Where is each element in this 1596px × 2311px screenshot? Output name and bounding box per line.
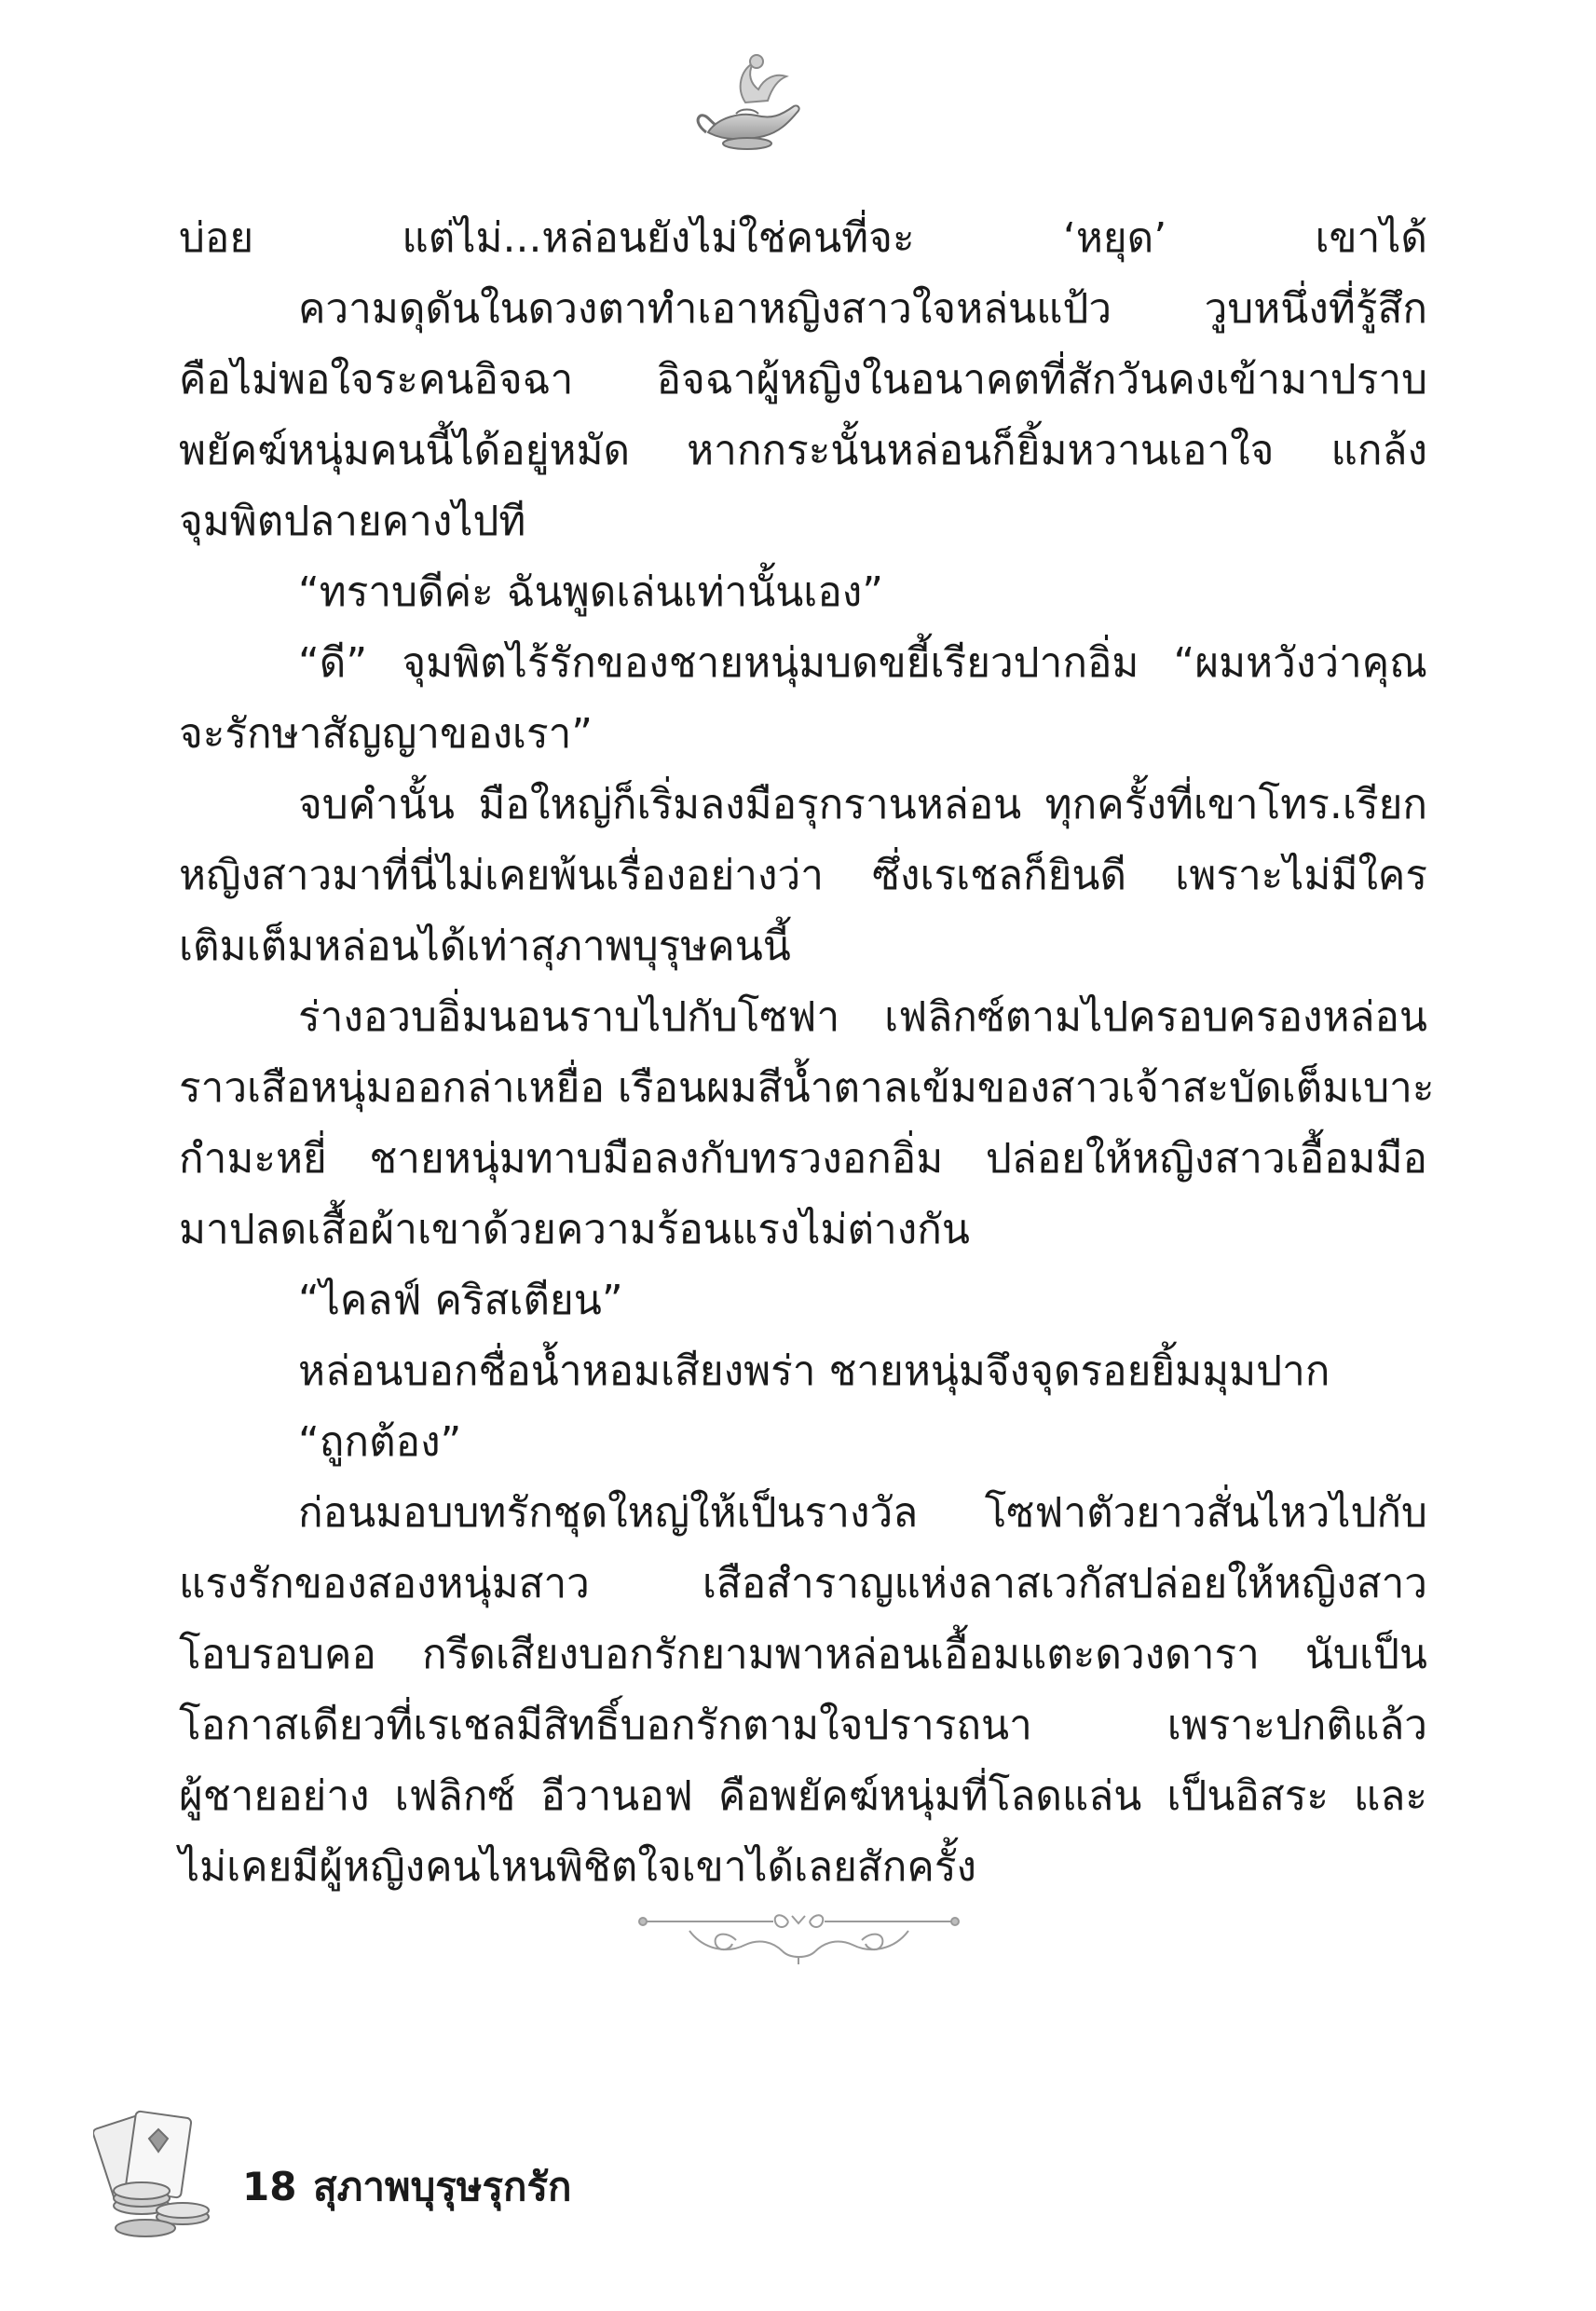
- book-title: สุภาพบุรุษรุกรัก: [313, 2164, 572, 2209]
- paragraph-line: จุมพิตปลายคางไปที: [179, 498, 526, 545]
- paragraph-line: จะรักษาสัญญาของเรา”: [179, 710, 593, 758]
- page-number: 18: [242, 2164, 297, 2209]
- paragraph-line: ผู้ชายอย่าง เฟลิกซ์ อีวานอฟ คือพยัคฆ์หนุ่มที่โลดแล่น เป็นอิสระ และ: [179, 1772, 1427, 1820]
- paragraph-line: “ไคลฟ์ คริสเตียน”: [298, 1277, 623, 1324]
- paragraph-line: คือไม่พอใจระคนอิจฉา อิจฉาผู้หญิงในอนาคตที่สักวันคงเข้ามาปราบ: [179, 356, 1427, 403]
- paragraph-line: แรงรักของสองหนุ่มสาว เสือสำราญแห่งลาสเวกัสปล่อยให้หญิงสาว: [179, 1560, 1427, 1607]
- paragraph-line: “ดี” จุมพิตไร้รักของชายหนุ่มบดขยี้เรียวปากอิ่ม “ผมหวังว่าคุณ: [298, 639, 1427, 687]
- paragraph-line: เติมเต็มหล่อนได้เท่าสุภาพบุรุษคนนี้: [179, 923, 791, 970]
- paragraph-line: ราวเสือหนุ่มออกล่าเหยื่อ เรือนผมสีน้ำตาลเข้มของสาวเจ้าสะบัดเต็มเบาะ: [179, 1064, 1435, 1112]
- paragraph-line: ไม่เคยมีผู้หญิงคนไหนพิชิตใจเขาได้เลยสักครั้ง: [179, 1843, 976, 1891]
- paragraph-line: กำมะหยี่ ชายหนุ่มทาบมือลงกับทรวงอกอิ่ม ปล่อยให้หญิงสาวเอื้อมมือ: [179, 1135, 1427, 1183]
- paragraph-line: “ถูกต้อง”: [298, 1418, 462, 1466]
- page-footer: [93, 2101, 745, 2241]
- paragraph-line: โอบรอบคอ กรีดเสียงบอกรักยามพาหล่อนเอื้อมแตะดวงดารา นับเป็น: [179, 1631, 1427, 1678]
- playing-cards-and-chips-icon: [93, 2101, 224, 2241]
- paragraph-line: มาปลดเสื้อผ้าเขาด้วยความร้อนแรงไม่ต่างกัน: [179, 1206, 970, 1253]
- paragraph-line: จบคำนั้น มือใหญ่ก็เริ่มลงมือรุกรานหล่อน ทุกครั้งที่เขาโทร.เรียก: [298, 781, 1427, 828]
- paragraph-line: หญิงสาวมาที่นี่ไม่เคยพ้นเรื่องอย่างว่า ซึ่งเรเชลก็ยินดี เพราะไม่มีใคร: [179, 852, 1427, 899]
- body-text: [179, 203, 1435, 1903]
- paragraph-line: “ทราบดีค่ะ ฉันพูดเล่นเท่านั้นเอง”: [298, 568, 884, 616]
- paragraph-line: หล่อนบอกชื่อน้ำหอมเสียงพร่า ชายหนุ่มจึงจุดรอยยิ้มมุมปาก: [298, 1347, 1330, 1395]
- flourish-divider-icon: [634, 1903, 964, 1968]
- genie-lamp-icon: [689, 47, 811, 163]
- paragraph-line: พยัคฆ์หนุ่มคนนี้ได้อยู่หมัด หากกระนั้นหล่อนก็ยิ้มหวานเอาใจ แกล้ง: [179, 427, 1427, 474]
- paragraph-line: ก่อนมอบบทรักชุดใหญ่ให้เป็นรางวัล โซฟาตัวยาวสั่นไหวไปกับ: [298, 1489, 1427, 1537]
- paragraph-line: บ่อย แต่ไม่...หล่อนยังไม่ใช่คนที่จะ ‘หยุด’ เขาได้: [179, 214, 1427, 262]
- paragraph-line: ร่างอวบอิ่มนอนราบไปกับโซฟา เฟลิกซ์ตามไปครอบครองหล่อน: [298, 993, 1427, 1041]
- paragraph-line: โอกาสเดียวที่เรเชลมีสิทธิ์บอกรักตามใจปรารถนา เพราะปกติแล้ว: [179, 1702, 1427, 1749]
- paragraph-line: ความดุดันในดวงตาทำเอาหญิงสาวใจหล่นแป้ว วูบหนึ่งที่รู้สึก: [298, 285, 1427, 333]
